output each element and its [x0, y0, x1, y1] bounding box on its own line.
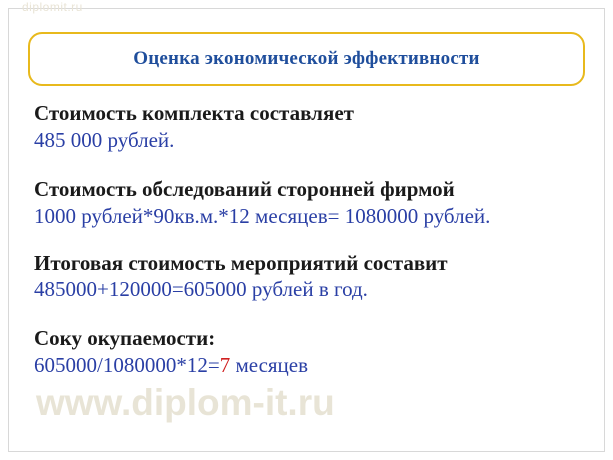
content-block-survey-cost: [34, 176, 594, 230]
watermark-top: diplomit.ru: [22, 0, 83, 14]
payback-months-unit: месяцев: [230, 353, 309, 378]
content-block-cost-kit: [34, 100, 594, 154]
block-heading: Соку окупаемости:: [34, 326, 216, 351]
content-block-payback-period: [34, 325, 594, 379]
slide-title-box: [28, 32, 585, 86]
block-heading: Итоговая стоимость мероприятий составит: [34, 250, 448, 275]
block-value: 485 000 рублей.: [34, 127, 175, 152]
watermark-main: www.diplom-it.ru: [36, 382, 335, 423]
block-value: [34, 352, 594, 379]
block-value: 485000+120000=605000 рублей в год.: [34, 277, 368, 302]
block-value: 1000 рублей*90кв.м.*12 месяцев= 1080000 рублей.: [34, 203, 491, 228]
payback-formula: 605000/1080000*12=: [34, 353, 220, 378]
content-block-total-cost: [34, 250, 594, 304]
payback-months-number: 7: [219, 353, 231, 378]
page-title: Оценка экономической эффективности: [133, 48, 480, 69]
slide-body: [34, 100, 594, 379]
block-heading: Стоимость комплекта составляет: [34, 101, 354, 125]
block-heading: Стоимость обследований сторонней фирмой: [34, 176, 455, 201]
